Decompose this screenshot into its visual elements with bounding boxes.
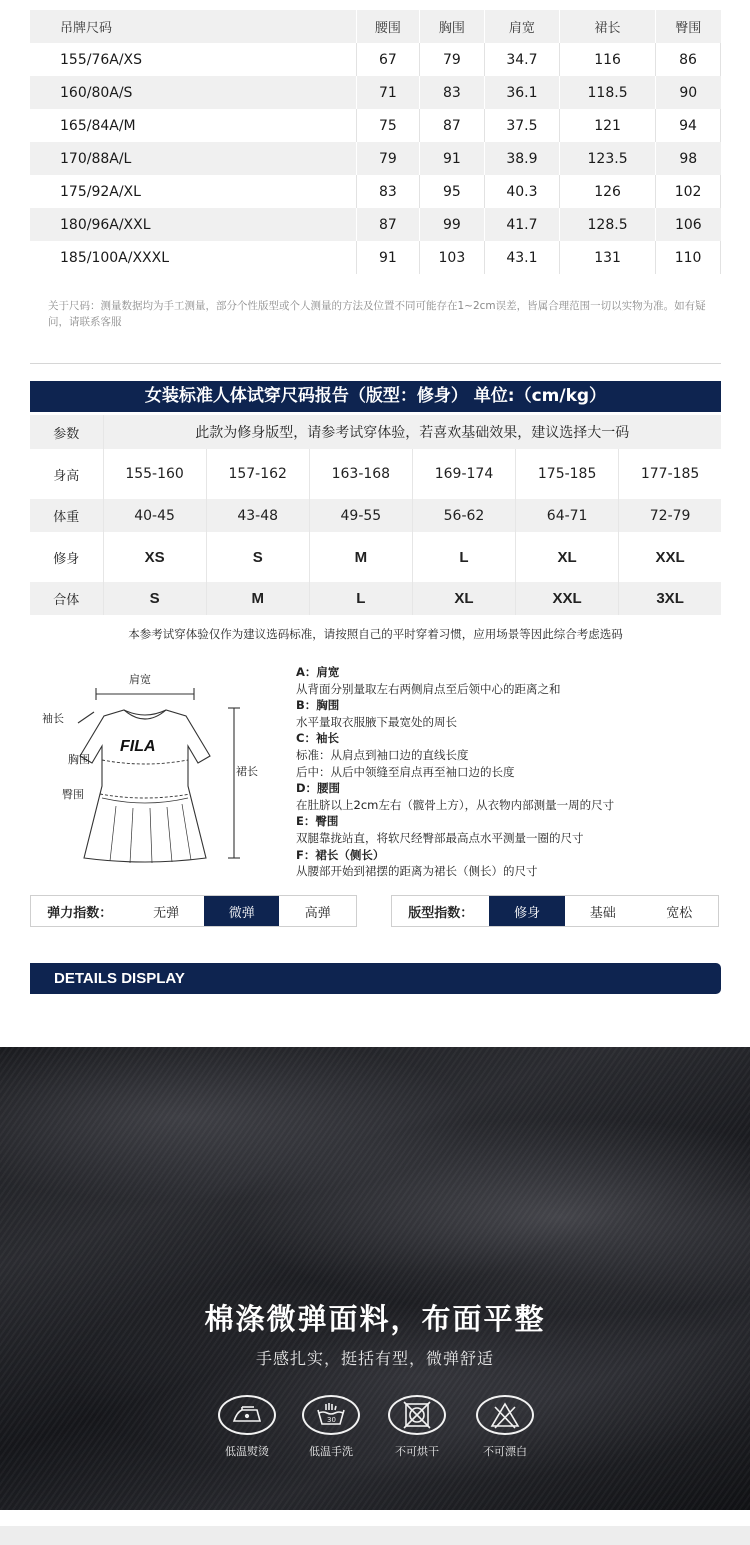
table-cell: 95 [419,175,484,208]
row-label: 合体 [30,582,103,615]
definition-title: A：肩宽 [296,665,340,679]
table-row [30,499,721,532]
measurement-definitions [296,664,726,880]
table-cell: XL [412,582,515,615]
size-table-header [30,10,721,43]
table-cell: L [309,582,412,615]
row-label: 修身 [30,532,103,582]
definition-text: 从腰部开始到裙摆的距离为裙长（侧长）的尺寸 [296,864,538,879]
table-cell: 126 [560,175,656,208]
table-cell: 67 [356,43,419,76]
table-cell: 163-168 [309,449,412,499]
param-description: 此款为修身版型，请参考试穿体验，若喜欢基础效果，建议选择大一码 [103,415,721,449]
fit-option-slim: 修身 [489,896,565,926]
shoulder-label: 肩宽 [129,673,151,686]
table-cell: 116 [560,43,656,76]
table-row [30,449,721,499]
no-bleach-icon [476,1395,534,1435]
definition-title: F：裙长（侧长） [296,847,385,862]
table-cell: 87 [419,109,484,142]
table-cell: L [412,532,515,582]
table-cell: 49-55 [309,499,412,532]
table-cell: S [206,532,309,582]
table-cell: M [309,532,412,582]
table-cell: 83 [419,76,484,109]
care-label: 不可漂白 [483,1445,527,1458]
definition-text: 双腿靠拢站直，将软尺经臀部最高点水平测量一圈的尺寸 [296,830,584,845]
table-row [30,142,721,175]
table-cell: 102 [656,175,721,208]
sleeve-label: 袖长 [42,712,64,725]
chest-dimension-line [102,760,188,764]
table-row [30,241,721,274]
details-display-header: DETAILS DISPLAY [30,963,721,994]
hip-label: 臀围 [62,788,84,801]
care-label: 低温手洗 [309,1445,353,1458]
table-cell: 43-48 [206,499,309,532]
elastic-index [30,895,357,927]
definition-text: 标准：从肩点到袖口边的直线长度 [296,747,469,762]
header-cell: 腰围 [356,10,419,43]
header-cell: 裙长 [560,10,656,43]
header-cell: 肩宽 [484,10,559,43]
table-cell: 72-79 [619,499,721,532]
care-item [291,1395,371,1459]
table-cell: 43.1 [484,241,559,274]
definition-title: D：腰围 [296,781,341,796]
table-row [30,532,721,582]
table-cell: 185/100A/XXXL [30,241,356,274]
table-cell: 41.7 [484,208,559,241]
definition-title: C：袖长 [296,731,339,746]
header-cell: 胸围 [419,10,484,43]
row-label: 参数 [30,415,103,449]
care-item [465,1395,545,1459]
table-row [30,109,721,142]
elastic-index-label: 弹力指数： [47,905,113,921]
care-item [377,1395,457,1459]
definition-text: 在肚脐以上2cm左右（髋骨上方），从衣物内部测量一周的尺寸 [296,797,615,812]
table-cell: 91 [419,142,484,175]
iron-low-icon [218,1395,276,1435]
table-cell: 160/80A/S [30,76,356,109]
table-cell: 86 [656,43,721,76]
table-cell: XS [103,532,206,582]
dress-outline [80,710,210,862]
table-row [30,175,721,208]
table-cell: 121 [560,109,656,142]
hip-dimension-line [100,794,190,798]
fit-index-label: 版型指数： [408,905,474,921]
table-cell: 94 [656,109,721,142]
definition-title: E：臀围 [296,814,339,829]
table-cell: 155-160 [103,449,206,499]
table-cell: 175/92A/XL [30,175,356,208]
table-cell: 38.9 [484,142,559,175]
fit-option-loose: 宽松 [666,905,693,921]
table-cell: 71 [356,76,419,109]
hand-wash-icon [302,1395,360,1435]
table-cell: 103 [419,241,484,274]
sleeve-dimension-line [78,712,94,723]
header-cell: 吊牌尺码 [30,10,356,43]
table-cell: 75 [356,109,419,142]
fabric-headline: 棉涤微弹面料，布面平整 [204,1302,546,1336]
table-cell: 3XL [619,582,721,615]
table-cell: 90 [656,76,721,109]
table-row [30,208,721,241]
table-cell: 40-45 [103,499,206,532]
care-label: 不可烘干 [395,1445,439,1458]
table-cell: 56-62 [412,499,515,532]
table-cell: 169-174 [412,449,515,499]
definition-text: 后中：从后中领缝至肩点再至袖口边的长度 [296,764,515,779]
size-table [30,10,721,274]
table-cell: XL [516,532,619,582]
table-cell: 91 [356,241,419,274]
fit-option-regular: 基础 [589,905,616,921]
table-cell: XXL [516,582,619,615]
table-cell: M [206,582,309,615]
report-note: 本参考试穿体验仅作为建议选码标准，请按照自己的平时穿着习惯，应用场景等因此综合考虑选码 [128,627,623,641]
elastic-option-none: 无弹 [153,905,180,921]
table-cell: 36.1 [484,76,559,109]
table-cell: XXL [619,532,721,582]
row-label: 身高 [30,449,103,499]
definition-title: B：胸围 [296,698,340,713]
report-title: 女装标准人体试穿尺码报告（版型：修身） 单位:（cm/kg） [30,381,721,412]
fabric-photo [0,1047,750,1510]
length-label: 裙长 [236,765,258,778]
table-cell: 40.3 [484,175,559,208]
table-cell: 175-185 [516,449,619,499]
table-cell: 177-185 [619,449,721,499]
table-row [30,43,721,76]
table-cell: 118.5 [560,76,656,109]
table-cell: 37.5 [484,109,559,142]
table-cell: 87 [356,208,419,241]
table-cell: 98 [656,142,721,175]
trial-report-table [30,415,721,615]
table-cell: 34.7 [484,43,559,76]
elastic-option-high: 高弹 [304,905,331,921]
table-cell: 110 [656,241,721,274]
fabric-subtitle: 手感扎实，挺括有型，微弹舒适 [255,1349,494,1368]
header-cell: 臀围 [656,10,721,43]
table-cell: S [103,582,206,615]
measurement-note: 关于尺码：测量数据均为手工测量，部分个性版型或个人测量的方法及位置不同可能存在1~2cm误差，皆属合理范围一切以实物为准。如有疑问，请联系客服 [48,300,706,328]
table-cell: 128.5 [560,208,656,241]
care-label: 低温熨烫 [225,1445,269,1458]
table-cell: 155/76A/XS [30,43,356,76]
table-row [30,415,721,449]
table-row [30,76,721,109]
fila-logo: FILA [120,738,156,755]
divider [30,363,721,364]
row-label: 体重 [30,499,103,532]
chest-label: 胸围 [68,753,90,766]
svg-text:30: 30 [327,1416,336,1424]
care-item [207,1395,287,1459]
table-cell: 106 [656,208,721,241]
no-tumble-dry-icon [388,1395,446,1435]
table-row [30,582,721,615]
fit-index [391,895,719,927]
definition-text: 水平量取衣服腋下最宽处的周长 [296,714,457,729]
table-cell: 64-71 [516,499,619,532]
table-cell: 131 [560,241,656,274]
table-cell: 79 [419,43,484,76]
elastic-option-slight: 微弹 [204,896,280,926]
bottom-strip [0,1526,750,1545]
dress-measurement-diagram [38,668,278,868]
table-cell: 165/84A/M [30,109,356,142]
table-cell: 83 [356,175,419,208]
table-cell: 157-162 [206,449,309,499]
table-cell: 180/96A/XXL [30,208,356,241]
table-cell: 99 [419,208,484,241]
definition-text: 从背面分别量取左右两侧肩点至后领中心的距离之和 [296,681,561,696]
table-cell: 123.5 [560,142,656,175]
table-cell: 79 [356,142,419,175]
table-cell: 170/88A/L [30,142,356,175]
